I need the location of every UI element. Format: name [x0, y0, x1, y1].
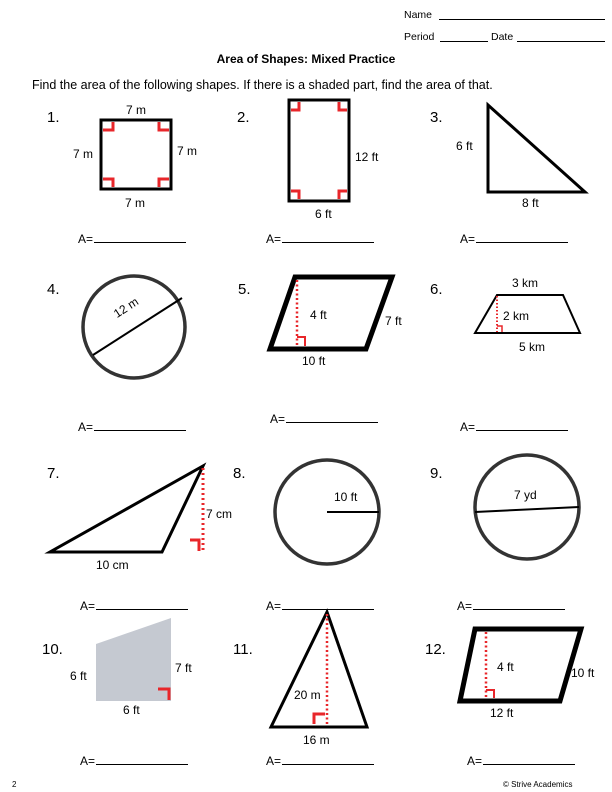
problem-number-9: 9. — [430, 465, 443, 482]
dimension-label: 3 km — [512, 276, 539, 290]
problem-number-8: 8. — [233, 465, 246, 482]
dimension-label: 6 ft — [123, 703, 140, 717]
answer-field-2[interactable]: A= — [266, 230, 374, 246]
dimension-label: 7 m — [126, 103, 147, 117]
dimension-label: 10 ft — [302, 354, 326, 368]
problem-number-5: 5. — [238, 281, 251, 298]
problem-number-4: 4. — [47, 281, 60, 298]
answer-field-11[interactable]: A= — [266, 752, 374, 768]
dimension-label: 20 m — [294, 688, 321, 702]
problem-number-12: 12. — [425, 641, 446, 658]
circle-radius-shape — [275, 460, 379, 564]
answer-field-10[interactable]: A= — [80, 752, 188, 768]
circle-diameter-shape — [83, 276, 185, 378]
problem-number-2: 2. — [237, 109, 250, 126]
dimension-label: 12 ft — [490, 706, 514, 720]
square-shape — [101, 120, 171, 189]
answer-field-7[interactable]: A= — [80, 597, 188, 613]
answer-field-3[interactable]: A= — [460, 230, 568, 246]
dimension-label: 6 ft — [456, 139, 473, 153]
dimension-label: 12 m — [111, 294, 142, 321]
isosceles-triangle-shape — [271, 612, 367, 727]
dimension-label: 7 ft — [385, 314, 402, 328]
dimension-label: 10 cm — [96, 558, 129, 572]
dimension-label: 8 ft — [522, 196, 539, 210]
date-label: Date — [491, 31, 514, 43]
problem-number-10: 10. — [42, 641, 63, 658]
dimension-label: 7 ft — [175, 661, 192, 675]
problem-number-3: 3. — [430, 109, 443, 126]
problem-number-11: 11. — [233, 641, 253, 658]
dimension-label: 7 m — [73, 147, 94, 161]
instructions: Find the area of the following shapes. If there is a shaded part, find the area of that. — [32, 78, 493, 92]
obtuse-triangle-shape — [50, 466, 203, 552]
page-number: 2 — [12, 780, 17, 789]
dimension-label: 10 ft — [571, 666, 595, 680]
dimension-label: 4 ft — [497, 660, 514, 674]
parallelogram-shape-2 — [460, 629, 581, 701]
dimension-label: 6 ft — [315, 207, 332, 221]
problem-number-6: 6. — [430, 281, 443, 298]
dimension-label: 7 yd — [514, 488, 537, 502]
dimension-label: 2 km — [503, 309, 530, 323]
copyright-text: © Strive Academics — [503, 780, 573, 789]
dimension-label: 7 m — [177, 144, 198, 158]
dimension-label: 4 ft — [310, 308, 327, 322]
name-label: Name — [404, 9, 433, 21]
answer-field-12[interactable]: A= — [467, 752, 575, 768]
problem-number-1: 1. — [47, 109, 60, 126]
dimension-label: 10 ft — [334, 490, 358, 504]
answer-field-9[interactable]: A= — [457, 597, 565, 613]
dimension-label: 7 cm — [206, 507, 233, 521]
answer-field-5[interactable]: A= — [270, 410, 378, 426]
answer-field-4[interactable]: A= — [78, 418, 186, 434]
answer-field-1[interactable]: A= — [78, 230, 186, 246]
dimension-label: 12 ft — [355, 150, 379, 164]
right-triangle-shape — [488, 105, 585, 192]
rectangle-shape — [289, 100, 349, 201]
dimension-label: 16 m — [303, 733, 330, 747]
dimension-label: 6 ft — [70, 669, 87, 683]
period-label: Period — [404, 31, 435, 43]
dimension-label: 5 km — [519, 340, 546, 354]
answer-field-8[interactable]: A= — [266, 597, 374, 613]
circle-diameter-shape-2 — [475, 455, 579, 559]
page-title: Area of Shapes: Mixed Practice — [216, 52, 396, 66]
parallelogram-shape — [270, 277, 392, 349]
shaded-trapezoid-shape — [96, 618, 171, 701]
dimension-label: 7 m — [125, 196, 146, 210]
answer-field-6[interactable]: A= — [460, 418, 568, 434]
problem-number-7: 7. — [47, 465, 60, 482]
